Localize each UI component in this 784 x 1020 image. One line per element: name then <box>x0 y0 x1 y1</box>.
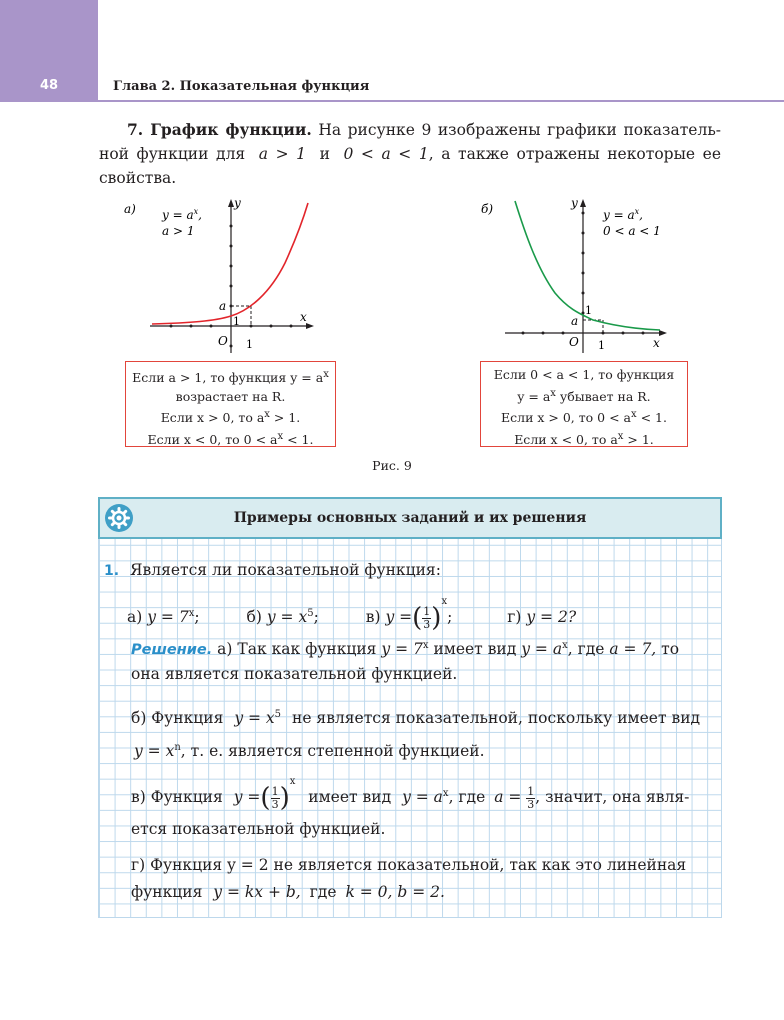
examples-title: Примеры основных заданий и их решения <box>233 510 587 526</box>
solution-b-line2: $y = x^n$, т. е. является степенной функцией. <box>134 742 485 761</box>
solution-label: Решение. <box>131 642 213 659</box>
fig-a-formula: $y = a^x$, <box>162 207 202 222</box>
fig-a-condition: a > 1 <box>162 224 195 238</box>
property-box-a: Если a > 1, то функция $y = a^x$ возрастает на R. Если x > 0, то $a^x > 1$. Если x < 0, то $0 < a^x < 1$. <box>125 361 336 447</box>
intro-text-1: На рисунке 9 изображены графики показатель-ной функции для <box>99 121 721 163</box>
fig-b-x-axis-label: x <box>653 336 660 350</box>
figure-caption: Рис. 9 <box>372 458 412 473</box>
graph-b <box>475 193 675 358</box>
solution-c-line2: ется показательной функцией. <box>131 820 386 838</box>
fig-b-label: б) <box>481 202 494 216</box>
solution-a-line2: она является показательной функцией. <box>131 665 458 683</box>
fig-a-tick-x: 1 <box>246 338 253 351</box>
solution-c: в) Функция y =( $\frac{1}{3}$ )$^x$ имеет вид $y = a^x$, где a = $\frac{1}{3}$ , значит, она явля- <box>131 776 690 813</box>
fig-a-origin: O <box>218 334 228 348</box>
property-box-b: Если 0 < a < 1, то функция $y = a^x$ убывает на R. Если x > 0, то $0 < a^x < 1$. Если x < 0, то $a^x > 1$. <box>480 361 688 447</box>
figure-b <box>475 193 675 358</box>
fig-b-formula: $y = a^x$, <box>603 207 643 222</box>
fig-b-point-a: a <box>571 314 579 328</box>
fig-a-tick-y: 1 <box>233 315 240 328</box>
task-options: а) $y = 7^x$; б) $y = x^5$; в) y =( $\frac{1}{3}$ )$^x$; г) y = 2? <box>127 596 577 633</box>
solution-a: Решение. а) Так как функция $y = 7^x$ имеет вид $y = a^x$, где a = 7, то <box>131 640 680 659</box>
chapter-title: Глава 2. Показательная функция <box>113 79 370 94</box>
fig-a-x-axis-label: x <box>300 310 307 324</box>
fig-b-tick-x: 1 <box>598 339 605 352</box>
fig-a-y-axis-label: y <box>234 196 241 210</box>
fig-b-y-axis-label: y <box>571 196 578 210</box>
solution-d: г) Функция y = 2 не является показательной, так как это линейная <box>131 856 687 874</box>
examples-header <box>98 497 722 539</box>
graph-a <box>120 193 320 358</box>
intro-cond-1: a > 1 <box>258 145 306 163</box>
section-heading: 7. График функции. <box>127 120 312 139</box>
header-rule <box>98 100 784 102</box>
page-number: 48 <box>39 78 59 93</box>
fig-a-point-a: a <box>219 299 227 313</box>
intro-and: и <box>319 145 330 163</box>
section-intro <box>99 118 721 190</box>
task-1 <box>104 559 441 582</box>
fig-a-label: а) <box>124 202 136 216</box>
intro-cond-2: 0 < a < 1 <box>343 145 429 163</box>
figure-a <box>120 193 320 358</box>
fig-b-origin: O <box>569 335 579 349</box>
task-text: Является ли показательной функция: <box>130 561 441 579</box>
intro-text-2: , а также отражены некоторые ее свойства. <box>99 145 722 187</box>
fig-b-condition: 0 < a < 1 <box>603 224 661 238</box>
solution-d-line2: функция y = kx + b, где k = 0, b = 2. <box>131 883 445 901</box>
fig-b-tick-y: 1 <box>585 304 592 317</box>
solution-b: б) Функция $y = x^5$ не является показательной, поскольку имеет вид <box>131 709 701 728</box>
task-number: 1. <box>104 563 120 579</box>
